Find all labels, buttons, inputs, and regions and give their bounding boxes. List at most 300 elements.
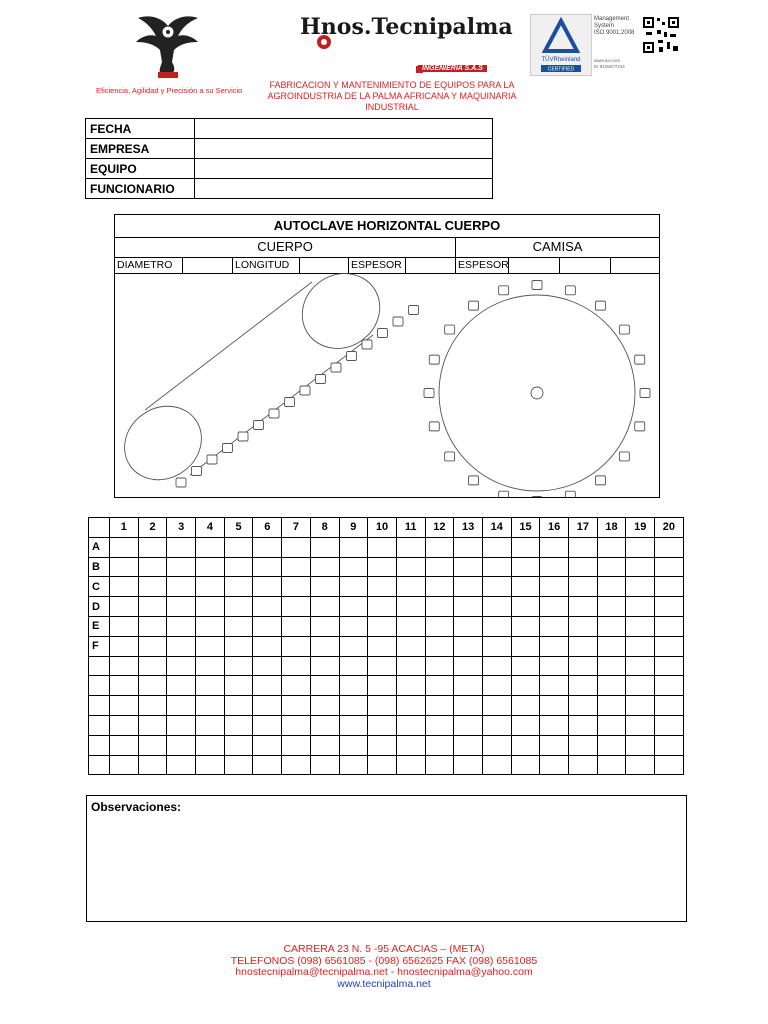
cross-section-points xyxy=(424,281,650,498)
grid-cell[interactable] xyxy=(454,616,483,636)
grid-cell[interactable] xyxy=(110,755,139,775)
grid-cell[interactable] xyxy=(396,755,425,775)
grid-cell[interactable] xyxy=(626,616,655,636)
grid-cell[interactable] xyxy=(597,577,626,597)
grid-cell[interactable] xyxy=(110,656,139,676)
grid-cell[interactable] xyxy=(454,597,483,617)
grid-cell[interactable] xyxy=(540,537,569,557)
grid-cell[interactable] xyxy=(253,715,282,735)
grid-cell[interactable] xyxy=(282,577,311,597)
grid-cell[interactable] xyxy=(482,537,511,557)
grid-cell[interactable] xyxy=(454,577,483,597)
grid-cell[interactable] xyxy=(597,696,626,716)
grid-cell[interactable] xyxy=(511,597,540,617)
grid-cell[interactable] xyxy=(339,557,368,577)
grid-cell[interactable] xyxy=(597,715,626,735)
grid-cell[interactable] xyxy=(396,735,425,755)
grid-cell[interactable] xyxy=(655,676,684,696)
grid-cell[interactable] xyxy=(138,755,167,775)
grid-cell[interactable] xyxy=(167,676,196,696)
cross-section-point-marker xyxy=(424,389,434,398)
grid-cell[interactable] xyxy=(196,676,225,696)
grid-cell[interactable] xyxy=(626,577,655,597)
autoclave-title: AUTOCLAVE HORIZONTAL CUERPO xyxy=(115,215,659,238)
grid-cell[interactable] xyxy=(253,735,282,755)
grid-cell[interactable] xyxy=(253,636,282,656)
grid-cell[interactable] xyxy=(110,676,139,696)
camisa-header: CAMISA xyxy=(532,239,583,254)
grid-row xyxy=(89,577,684,597)
grid-cell[interactable] xyxy=(569,735,598,755)
grid-cell[interactable] xyxy=(454,537,483,557)
grid-cell[interactable] xyxy=(167,597,196,617)
company-name: Hnos.Tecnipalma xyxy=(300,14,513,40)
grid-cell[interactable] xyxy=(425,537,454,557)
cylinder-point-marker xyxy=(192,467,202,476)
grid-cell[interactable] xyxy=(597,557,626,577)
grid-cell[interactable] xyxy=(655,696,684,716)
grid-cell[interactable] xyxy=(368,537,397,557)
grid-cell[interactable] xyxy=(425,636,454,656)
grid-cell[interactable] xyxy=(167,616,196,636)
grid-cell[interactable] xyxy=(511,696,540,716)
grid-column-header: 11 xyxy=(396,518,425,538)
grid-cell[interactable] xyxy=(196,557,225,577)
grid-cell[interactable] xyxy=(138,656,167,676)
grid-cell[interactable] xyxy=(196,755,225,775)
grid-cell[interactable] xyxy=(626,735,655,755)
grid-cell[interactable] xyxy=(282,557,311,577)
grid-cell[interactable] xyxy=(597,597,626,617)
grid-cell[interactable] xyxy=(310,715,339,735)
grid-cell[interactable] xyxy=(540,597,569,617)
grid-cell[interactable] xyxy=(396,656,425,676)
grid-cell[interactable] xyxy=(224,715,253,735)
grid-row xyxy=(89,557,684,577)
grid-cell[interactable] xyxy=(540,557,569,577)
grid-cell[interactable] xyxy=(569,676,598,696)
grid-cell[interactable] xyxy=(454,656,483,676)
grid-cell[interactable] xyxy=(511,577,540,597)
grid-cell[interactable] xyxy=(454,557,483,577)
grid-cell[interactable] xyxy=(655,577,684,597)
grid-cell[interactable] xyxy=(540,656,569,676)
grid-cell[interactable] xyxy=(569,715,598,735)
observations-box[interactable] xyxy=(86,795,687,922)
grid-cell[interactable] xyxy=(482,656,511,676)
grid-cell[interactable] xyxy=(138,577,167,597)
grid-column-header: 1 xyxy=(110,518,139,538)
grid-cell[interactable] xyxy=(597,636,626,656)
cert-footer xyxy=(594,58,625,69)
grid-cell[interactable] xyxy=(167,636,196,656)
grid-cell[interactable] xyxy=(167,735,196,755)
grid-cell[interactable] xyxy=(569,656,598,676)
grid-cell[interactable] xyxy=(282,616,311,636)
grid-row-header xyxy=(89,735,110,755)
empresa-field[interactable] xyxy=(195,139,493,159)
grid-cell[interactable] xyxy=(224,755,253,775)
grid-cell[interactable] xyxy=(310,656,339,676)
cylinder-point-marker xyxy=(362,340,372,349)
grid-cell[interactable] xyxy=(196,656,225,676)
grid-cell[interactable] xyxy=(310,735,339,755)
grid-cell[interactable] xyxy=(597,755,626,775)
grid-cell[interactable] xyxy=(282,735,311,755)
grid-cell[interactable] xyxy=(655,537,684,557)
grid-cell[interactable] xyxy=(282,676,311,696)
grid-cell[interactable] xyxy=(196,696,225,716)
grid-cell[interactable] xyxy=(511,636,540,656)
grid-cell[interactable] xyxy=(282,656,311,676)
grid-cell[interactable] xyxy=(282,755,311,775)
grid-cell[interactable] xyxy=(224,557,253,577)
cross-section-point-marker xyxy=(532,497,542,498)
grid-cell[interactable] xyxy=(368,616,397,636)
espesor-field[interactable] xyxy=(406,257,456,273)
grid-cell[interactable] xyxy=(224,636,253,656)
grid-cell[interactable] xyxy=(138,597,167,617)
cylinder-point-marker xyxy=(409,306,419,315)
grid-cell[interactable] xyxy=(138,715,167,735)
grid-cell[interactable] xyxy=(540,577,569,597)
fecha-field[interactable] xyxy=(195,119,493,139)
grid-cell[interactable] xyxy=(253,656,282,676)
grid-cell[interactable] xyxy=(282,715,311,735)
grid-cell[interactable] xyxy=(196,597,225,617)
certification-badge xyxy=(530,14,684,74)
footer-emails[interactable]: hnostecnipalma@tecnipalma.net - hnostecnipalma@yahoo.com xyxy=(235,966,533,978)
grid-cell[interactable] xyxy=(138,696,167,716)
grid-cell[interactable] xyxy=(396,715,425,735)
grid-cell[interactable] xyxy=(425,597,454,617)
grid-cell[interactable] xyxy=(138,735,167,755)
grid-cell[interactable] xyxy=(626,755,655,775)
grid-cell[interactable] xyxy=(110,616,139,636)
autoclave-diagram xyxy=(115,273,659,497)
grid-cell[interactable] xyxy=(425,755,454,775)
equipo-field[interactable] xyxy=(195,159,493,179)
grid-cell[interactable] xyxy=(454,676,483,696)
footer-address: CARRERA 23 N. 5 -95 ACACIAS – (META) xyxy=(283,943,485,955)
grid-cell[interactable] xyxy=(253,676,282,696)
cylinder-point-marker xyxy=(331,363,341,372)
cross-section-point-marker xyxy=(635,355,645,364)
grid-cell[interactable] xyxy=(626,636,655,656)
grid-cell[interactable] xyxy=(626,715,655,735)
grid-cell[interactable] xyxy=(425,616,454,636)
grid-cell[interactable] xyxy=(540,755,569,775)
grid-cell[interactable] xyxy=(597,537,626,557)
grid-row xyxy=(89,715,684,735)
grid-cell[interactable] xyxy=(454,636,483,656)
grid-cell[interactable] xyxy=(482,676,511,696)
grid-cell[interactable] xyxy=(482,557,511,577)
grid-cell[interactable] xyxy=(224,656,253,676)
grid-cell[interactable] xyxy=(511,656,540,676)
camisa-espesor-label: ESPESOR xyxy=(458,259,509,271)
grid-cell[interactable] xyxy=(368,577,397,597)
grid-cell[interactable] xyxy=(253,696,282,716)
grid-cell[interactable] xyxy=(339,597,368,617)
grid-cell[interactable] xyxy=(425,735,454,755)
grid-cell[interactable] xyxy=(511,537,540,557)
grid-cell[interactable] xyxy=(655,656,684,676)
longitud-field[interactable] xyxy=(300,257,349,273)
grid-cell[interactable] xyxy=(597,735,626,755)
grid-cell[interactable] xyxy=(396,597,425,617)
grid-cell[interactable] xyxy=(196,616,225,636)
cross-section-point-marker xyxy=(635,422,645,431)
company-subtitle: INGENIERIA S.A.S xyxy=(418,65,487,72)
grid-cell[interactable] xyxy=(569,636,598,656)
grid-cell[interactable] xyxy=(482,597,511,617)
grid-cell[interactable] xyxy=(569,537,598,557)
grid-cell[interactable] xyxy=(110,636,139,656)
funcionario-field[interactable] xyxy=(195,179,493,199)
grid-cell[interactable] xyxy=(167,696,196,716)
camisa-field-3[interactable] xyxy=(611,257,659,273)
grid-cell[interactable] xyxy=(310,755,339,775)
cross-section-point-marker xyxy=(595,476,605,485)
grid-cell[interactable] xyxy=(310,616,339,636)
grid-cell[interactable] xyxy=(368,735,397,755)
grid-row xyxy=(89,636,684,656)
grid-cell[interactable] xyxy=(368,696,397,716)
grid-cell[interactable] xyxy=(339,715,368,735)
grid-cell[interactable] xyxy=(396,537,425,557)
grid-cell[interactable] xyxy=(339,537,368,557)
cylinder-point-marker xyxy=(223,444,233,453)
grid-cell[interactable] xyxy=(138,676,167,696)
grid-cell[interactable] xyxy=(626,597,655,617)
grid-cell[interactable] xyxy=(167,755,196,775)
grid-cell[interactable] xyxy=(425,577,454,597)
grid-cell[interactable] xyxy=(282,696,311,716)
grid-cell[interactable] xyxy=(569,577,598,597)
footer-website-link[interactable]: www.tecnipalma.net xyxy=(337,977,431,990)
grid-cell[interactable] xyxy=(310,636,339,656)
cylinder-drawing xyxy=(115,273,394,495)
grid-cell[interactable] xyxy=(310,577,339,597)
grid-cell[interactable] xyxy=(368,557,397,577)
cross-section-point-marker xyxy=(565,491,575,497)
grid-cell[interactable] xyxy=(282,597,311,617)
grid-cell[interactable] xyxy=(110,537,139,557)
grid-cell[interactable] xyxy=(368,755,397,775)
grid-cell[interactable] xyxy=(196,715,225,735)
grid-cell[interactable] xyxy=(540,696,569,716)
grid-cell[interactable] xyxy=(110,557,139,577)
grid-cell[interactable] xyxy=(310,537,339,557)
grid-cell[interactable] xyxy=(626,557,655,577)
grid-cell[interactable] xyxy=(425,715,454,735)
grid-cell[interactable] xyxy=(655,636,684,656)
grid-cell[interactable] xyxy=(167,656,196,676)
grid-cell[interactable] xyxy=(482,616,511,636)
grid-cell[interactable] xyxy=(655,735,684,755)
grid-cell[interactable] xyxy=(597,676,626,696)
grid-cell[interactable] xyxy=(626,656,655,676)
cylinder-point-marker xyxy=(207,455,217,464)
grid-cell[interactable] xyxy=(224,537,253,557)
grid-header-row xyxy=(89,518,684,538)
grid-cell[interactable] xyxy=(482,636,511,656)
grid-row xyxy=(89,656,684,676)
grid-cell[interactable] xyxy=(339,735,368,755)
grid-cell[interactable] xyxy=(196,636,225,656)
grid-cell[interactable] xyxy=(253,755,282,775)
cross-section-point-marker xyxy=(499,491,509,497)
grid-cell[interactable] xyxy=(454,755,483,775)
cylinder-point-marker xyxy=(393,317,403,326)
grid-cell[interactable] xyxy=(224,597,253,617)
grid-cell[interactable] xyxy=(368,715,397,735)
grid-cell[interactable] xyxy=(454,735,483,755)
grid-cell[interactable] xyxy=(626,537,655,557)
grid-cell[interactable] xyxy=(655,755,684,775)
diametro-field[interactable] xyxy=(183,257,233,273)
grid-cell[interactable] xyxy=(339,656,368,676)
grid-cell[interactable] xyxy=(655,616,684,636)
grid-cell[interactable] xyxy=(138,537,167,557)
grid-cell[interactable] xyxy=(224,676,253,696)
grid-column-header: 2 xyxy=(138,518,167,538)
grid-cell[interactable] xyxy=(368,636,397,656)
grid-cell[interactable] xyxy=(597,656,626,676)
grid-cell[interactable] xyxy=(511,676,540,696)
grid-cell[interactable] xyxy=(110,577,139,597)
cylinder-point-marker xyxy=(378,329,388,338)
grid-cell[interactable] xyxy=(396,676,425,696)
grid-cell[interactable] xyxy=(655,557,684,577)
grid-cell[interactable] xyxy=(110,715,139,735)
grid-cell[interactable] xyxy=(396,696,425,716)
grid-cell[interactable] xyxy=(339,696,368,716)
grid-cell[interactable] xyxy=(425,557,454,577)
grid-cell[interactable] xyxy=(626,696,655,716)
grid-cell[interactable] xyxy=(425,676,454,696)
cylinder-point-marker xyxy=(285,398,295,407)
grid-cell[interactable] xyxy=(425,656,454,676)
grid-cell[interactable] xyxy=(482,696,511,716)
grid-cell[interactable] xyxy=(368,656,397,676)
grid-cell[interactable] xyxy=(253,616,282,636)
grid-cell[interactable] xyxy=(138,636,167,656)
grid-cell[interactable] xyxy=(138,616,167,636)
grid-cell[interactable] xyxy=(339,755,368,775)
grid-cell[interactable] xyxy=(569,597,598,617)
grid-cell[interactable] xyxy=(368,597,397,617)
grid-cell[interactable] xyxy=(282,636,311,656)
grid-cell[interactable] xyxy=(396,577,425,597)
grid-cell[interactable] xyxy=(569,696,598,716)
grid-cell[interactable] xyxy=(396,636,425,656)
grid-cell[interactable] xyxy=(282,537,311,557)
grid-cell[interactable] xyxy=(569,755,598,775)
grid-cell[interactable] xyxy=(655,715,684,735)
grid-cell[interactable] xyxy=(339,676,368,696)
grid-cell[interactable] xyxy=(167,715,196,735)
grid-cell[interactable] xyxy=(396,616,425,636)
grid-cell[interactable] xyxy=(110,696,139,716)
grid-cell[interactable] xyxy=(339,636,368,656)
grid-cell[interactable] xyxy=(626,676,655,696)
grid-row-header: E xyxy=(89,616,110,636)
grid-cell[interactable] xyxy=(655,597,684,617)
grid-cell[interactable] xyxy=(196,577,225,597)
grid-cell[interactable] xyxy=(540,735,569,755)
grid-cell[interactable] xyxy=(224,616,253,636)
camisa-field-2[interactable] xyxy=(560,257,611,273)
grid-cell[interactable] xyxy=(253,577,282,597)
grid-row xyxy=(89,676,684,696)
cert-line: ISO 9001:2008 xyxy=(594,30,635,36)
grid-cell[interactable] xyxy=(511,735,540,755)
grid-cell[interactable] xyxy=(110,735,139,755)
grid-cell[interactable] xyxy=(339,616,368,636)
grid-cell[interactable] xyxy=(224,735,253,755)
grid-cell[interactable] xyxy=(425,696,454,716)
grid-cell[interactable] xyxy=(482,755,511,775)
grid-column-header: 4 xyxy=(196,518,225,538)
grid-cell[interactable] xyxy=(511,557,540,577)
grid-cell[interactable] xyxy=(310,696,339,716)
grid-cell[interactable] xyxy=(569,557,598,577)
grid-cell[interactable] xyxy=(511,755,540,775)
grid-cell[interactable] xyxy=(196,537,225,557)
camisa-field-1[interactable] xyxy=(509,257,560,273)
grid-cell[interactable] xyxy=(224,577,253,597)
grid-cell[interactable] xyxy=(253,597,282,617)
grid-cell[interactable] xyxy=(540,636,569,656)
grid-cell[interactable] xyxy=(253,557,282,577)
grid-cell[interactable] xyxy=(511,616,540,636)
grid-row-header xyxy=(89,755,110,775)
grid-cell[interactable] xyxy=(368,676,397,696)
grid-cell[interactable] xyxy=(310,597,339,617)
measurement-grid xyxy=(88,517,684,775)
grid-cell[interactable] xyxy=(454,715,483,735)
grid-cell[interactable] xyxy=(167,557,196,577)
grid-cell[interactable] xyxy=(110,597,139,617)
grid-cell[interactable] xyxy=(454,696,483,716)
grid-cell[interactable] xyxy=(196,735,225,755)
grid-cell[interactable] xyxy=(396,557,425,577)
grid-cell[interactable] xyxy=(482,715,511,735)
grid-row-header xyxy=(89,656,110,676)
grid-cell[interactable] xyxy=(540,616,569,636)
grid-cell[interactable] xyxy=(167,577,196,597)
grid-cell[interactable] xyxy=(540,676,569,696)
grid-cell[interactable] xyxy=(310,557,339,577)
grid-cell[interactable] xyxy=(253,537,282,557)
grid-cell[interactable] xyxy=(511,715,540,735)
grid-cell[interactable] xyxy=(167,537,196,557)
grid-cell[interactable] xyxy=(482,735,511,755)
grid-cell[interactable] xyxy=(569,616,598,636)
grid-cell[interactable] xyxy=(138,557,167,577)
grid-cell[interactable] xyxy=(224,696,253,716)
grid-cell[interactable] xyxy=(310,676,339,696)
grid-cell[interactable] xyxy=(482,577,511,597)
cross-section-point-marker xyxy=(532,281,542,290)
grid-cell[interactable] xyxy=(540,715,569,735)
grid-cell[interactable] xyxy=(339,577,368,597)
grid-cell[interactable] xyxy=(597,616,626,636)
grid-column-header: 10 xyxy=(368,518,397,538)
espesor-label: ESPESOR xyxy=(349,257,406,273)
